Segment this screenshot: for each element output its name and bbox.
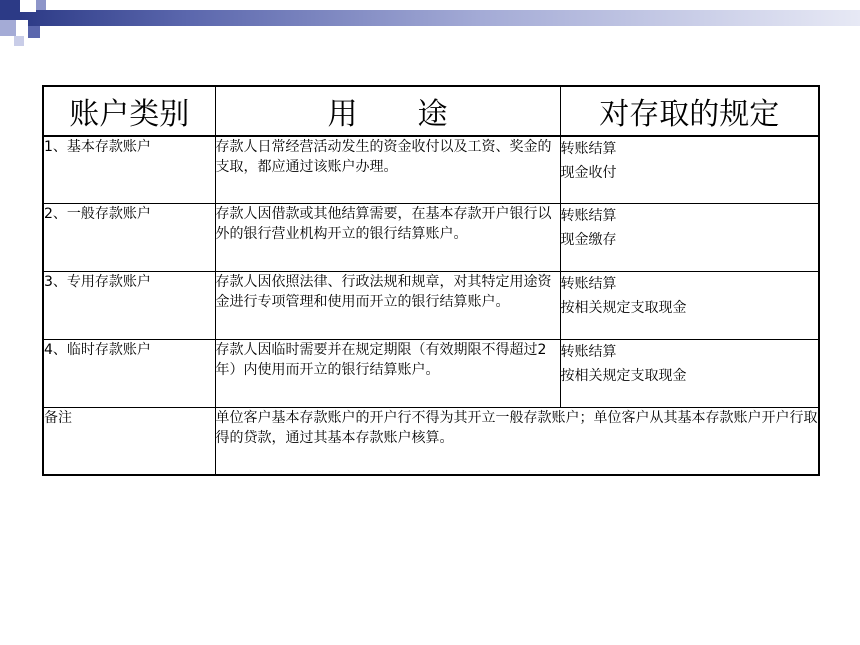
decorative-square	[0, 0, 20, 20]
header-access-rules: 对存取的规定	[560, 86, 819, 136]
header-account-category: 账户类别	[43, 86, 215, 136]
rule-item: 转账结算	[560, 208, 617, 224]
table-row	[43, 204, 819, 272]
table-row	[43, 136, 819, 204]
rule-item: 按相关规定支取现金	[560, 300, 687, 316]
decorative-square	[20, 0, 36, 12]
header-usage: 用 途	[215, 86, 560, 136]
rule-item: 现金缴存	[560, 232, 617, 248]
decorative-square	[0, 20, 16, 36]
row-category: 3、专用存款账户	[43, 272, 215, 340]
note-text: 单位客户基本存款账户的开户行不得为其开立一般存款账户；单位客户从其基本存款账户开户行取得的贷款，通过其基本存款账户核算。	[215, 408, 819, 476]
decorative-square	[16, 20, 28, 34]
rule-item: 转账结算	[560, 276, 617, 292]
decorative-square	[36, 0, 46, 10]
rule-item: 按相关规定支取现金	[560, 368, 687, 384]
row-category: 1、基本存款账户	[43, 136, 215, 204]
row-usage: 存款人因借款或其他结算需要，在基本存款开户银行以外的银行营业机构开立的银行结算账户。	[215, 204, 560, 272]
row-rules	[560, 340, 819, 408]
rule-item: 转账结算	[560, 344, 617, 360]
table-header-row	[43, 86, 819, 136]
account-category-table	[42, 85, 820, 476]
row-category: 2、一般存款账户	[43, 204, 215, 272]
row-rules	[560, 272, 819, 340]
row-rules	[560, 204, 819, 272]
table-row	[43, 340, 819, 408]
decorative-header-bar	[20, 10, 860, 26]
row-usage: 存款人因依照法律、行政法规和规章，对其特定用途资金进行专项管理和使用而开立的银行结算账户。	[215, 272, 560, 340]
decorative-square	[14, 36, 24, 46]
table-row	[43, 272, 819, 340]
row-usage: 存款人日常经营活动发生的资金收付以及工资、奖金的支取，都应通过该账户办理。	[215, 136, 560, 204]
rule-item: 转账结算	[560, 141, 617, 157]
row-category: 4、临时存款账户	[43, 340, 215, 408]
rule-item: 现金收付	[560, 165, 617, 181]
decorative-square	[28, 26, 40, 38]
note-label: 备注	[43, 408, 215, 476]
row-usage: 存款人因临时需要并在规定期限（有效期限不得超过2年）内使用而开立的银行结算账户。	[215, 340, 560, 408]
note-row	[43, 408, 819, 476]
row-rules	[560, 136, 819, 204]
